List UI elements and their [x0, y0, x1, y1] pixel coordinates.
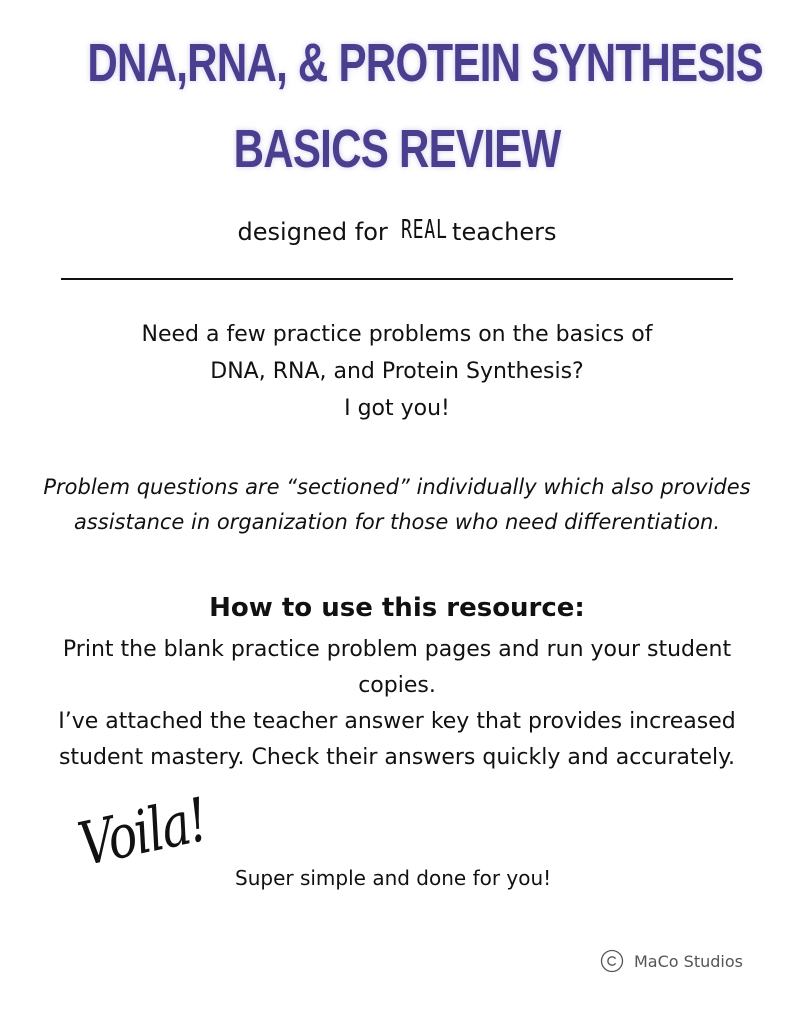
- subtitle-after: teachers: [452, 218, 557, 246]
- intro-line-3: I got you!: [344, 396, 450, 421]
- subtitle-before: designed for: [237, 218, 396, 246]
- title-line-1: DNA,RNA, & PROTEIN SYNTHESIS: [87, 33, 763, 93]
- closing-text: Super simple and done for you!: [235, 866, 552, 890]
- note-line-2: assistance in organization for those who need differentiation.: [73, 510, 721, 534]
- title-line-2: BASICS REVIEW: [233, 119, 561, 179]
- howto-heading: How to use this resource:: [209, 593, 585, 623]
- note-line-1: Problem questions are “sectioned” individually which also provides: [43, 475, 751, 499]
- subtitle-emphasis: REAL: [401, 215, 449, 245]
- voila-text: Voila!: [72, 785, 213, 881]
- note-paragraph: [0, 470, 794, 540]
- footer-brand: MaCo Studios: [634, 951, 743, 971]
- subtitle: [0, 214, 794, 250]
- footer-credit: [600, 946, 743, 976]
- voila-signature: [72, 785, 220, 906]
- divider-line: [61, 278, 733, 280]
- howto-line-1: Print the blank practice problem pages and run your student: [62, 637, 732, 662]
- intro-line-1: Need a few practice problems on the basics of: [141, 322, 653, 347]
- intro-line-2: DNA, RNA, and Protein Synthesis?: [210, 359, 584, 384]
- copyright-icon: [600, 949, 624, 973]
- howto-line-4: student mastery. Check their answers quickly and accurately.: [58, 745, 736, 770]
- intro-paragraph: [0, 316, 794, 427]
- howto-line-3: I’ve attached the teacher answer key that provides increased: [58, 709, 736, 734]
- howto-line-2: copies.: [358, 673, 436, 698]
- howto-paragraph: [0, 632, 794, 776]
